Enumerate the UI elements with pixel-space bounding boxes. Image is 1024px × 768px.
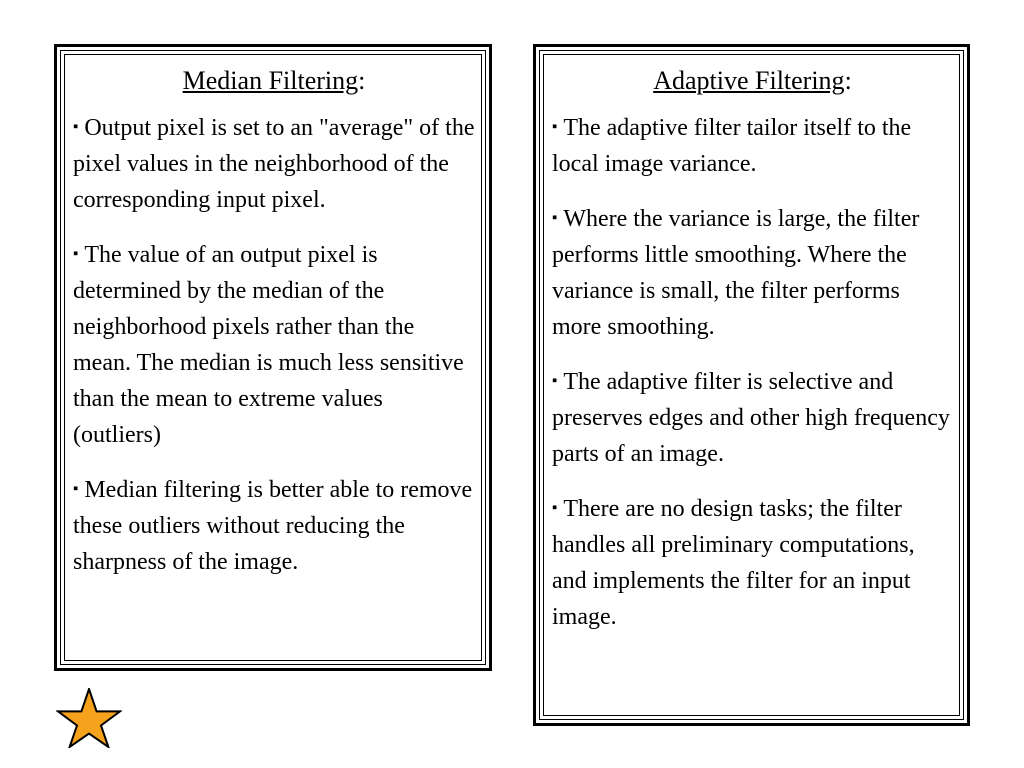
adaptive-filtering-panel bbox=[533, 44, 970, 726]
bullet-square-icon: ▪ bbox=[552, 210, 558, 226]
adaptive-bullet-2 bbox=[552, 200, 953, 345]
star-shape bbox=[58, 689, 120, 747]
median-filtering-panel bbox=[54, 44, 492, 671]
adaptive-filtering-heading bbox=[552, 63, 953, 99]
median-bullet-2-text: The value of an output pixel is determined by the median of the neighborhood pixels rather than the mean. The median is much less sensitive than the mean to extreme values (outliers) bbox=[73, 242, 464, 448]
adaptive-bullet-1-text: The adaptive filter tailor itself to the local image variance. bbox=[552, 115, 912, 177]
adaptive-bullet-3 bbox=[552, 363, 953, 472]
bullet-square-icon: ▪ bbox=[552, 500, 558, 516]
adaptive-bullet-3-text: The adaptive filter is selective and preserves edges and other high frequency parts of an image. bbox=[552, 369, 950, 467]
bullet-square-icon: ▪ bbox=[73, 481, 79, 497]
median-bullet-1 bbox=[73, 109, 475, 218]
median-filtering-content bbox=[73, 63, 475, 598]
adaptive-filtering-title: Adaptive Filtering bbox=[653, 66, 845, 95]
adaptive-filtering-content bbox=[552, 63, 953, 653]
median-bullet-3-text: Median filtering is better able to remove these outliers without reducing the sharpness of the image. bbox=[73, 477, 473, 575]
bullet-square-icon: ▪ bbox=[552, 119, 558, 135]
adaptive-bullet-1 bbox=[552, 109, 953, 182]
bullet-square-icon: ▪ bbox=[73, 119, 79, 135]
adaptive-bullet-2-text: Where the variance is large, the filter performs little smoothing. Where the variance is small, the filter performs more smoothing. bbox=[552, 206, 920, 340]
star-icon[interactable] bbox=[56, 688, 122, 748]
bullet-square-icon: ▪ bbox=[552, 373, 558, 389]
bullet-square-icon: ▪ bbox=[73, 246, 79, 262]
heading-colon: : bbox=[358, 66, 366, 95]
median-bullet-1-text: Output pixel is set to an "average" of the pixel values in the neighborhood of the corresponding input pixel. bbox=[73, 115, 475, 213]
heading-colon: : bbox=[844, 66, 852, 95]
median-bullet-3 bbox=[73, 471, 475, 580]
median-bullet-2 bbox=[73, 236, 475, 453]
median-filtering-title: Median Filtering bbox=[182, 66, 359, 95]
median-filtering-heading bbox=[73, 63, 475, 99]
adaptive-bullet-4-text: There are no design tasks; the filter handles all preliminary computations, and implements the filter for an input image. bbox=[552, 496, 915, 630]
adaptive-bullet-4 bbox=[552, 490, 953, 635]
